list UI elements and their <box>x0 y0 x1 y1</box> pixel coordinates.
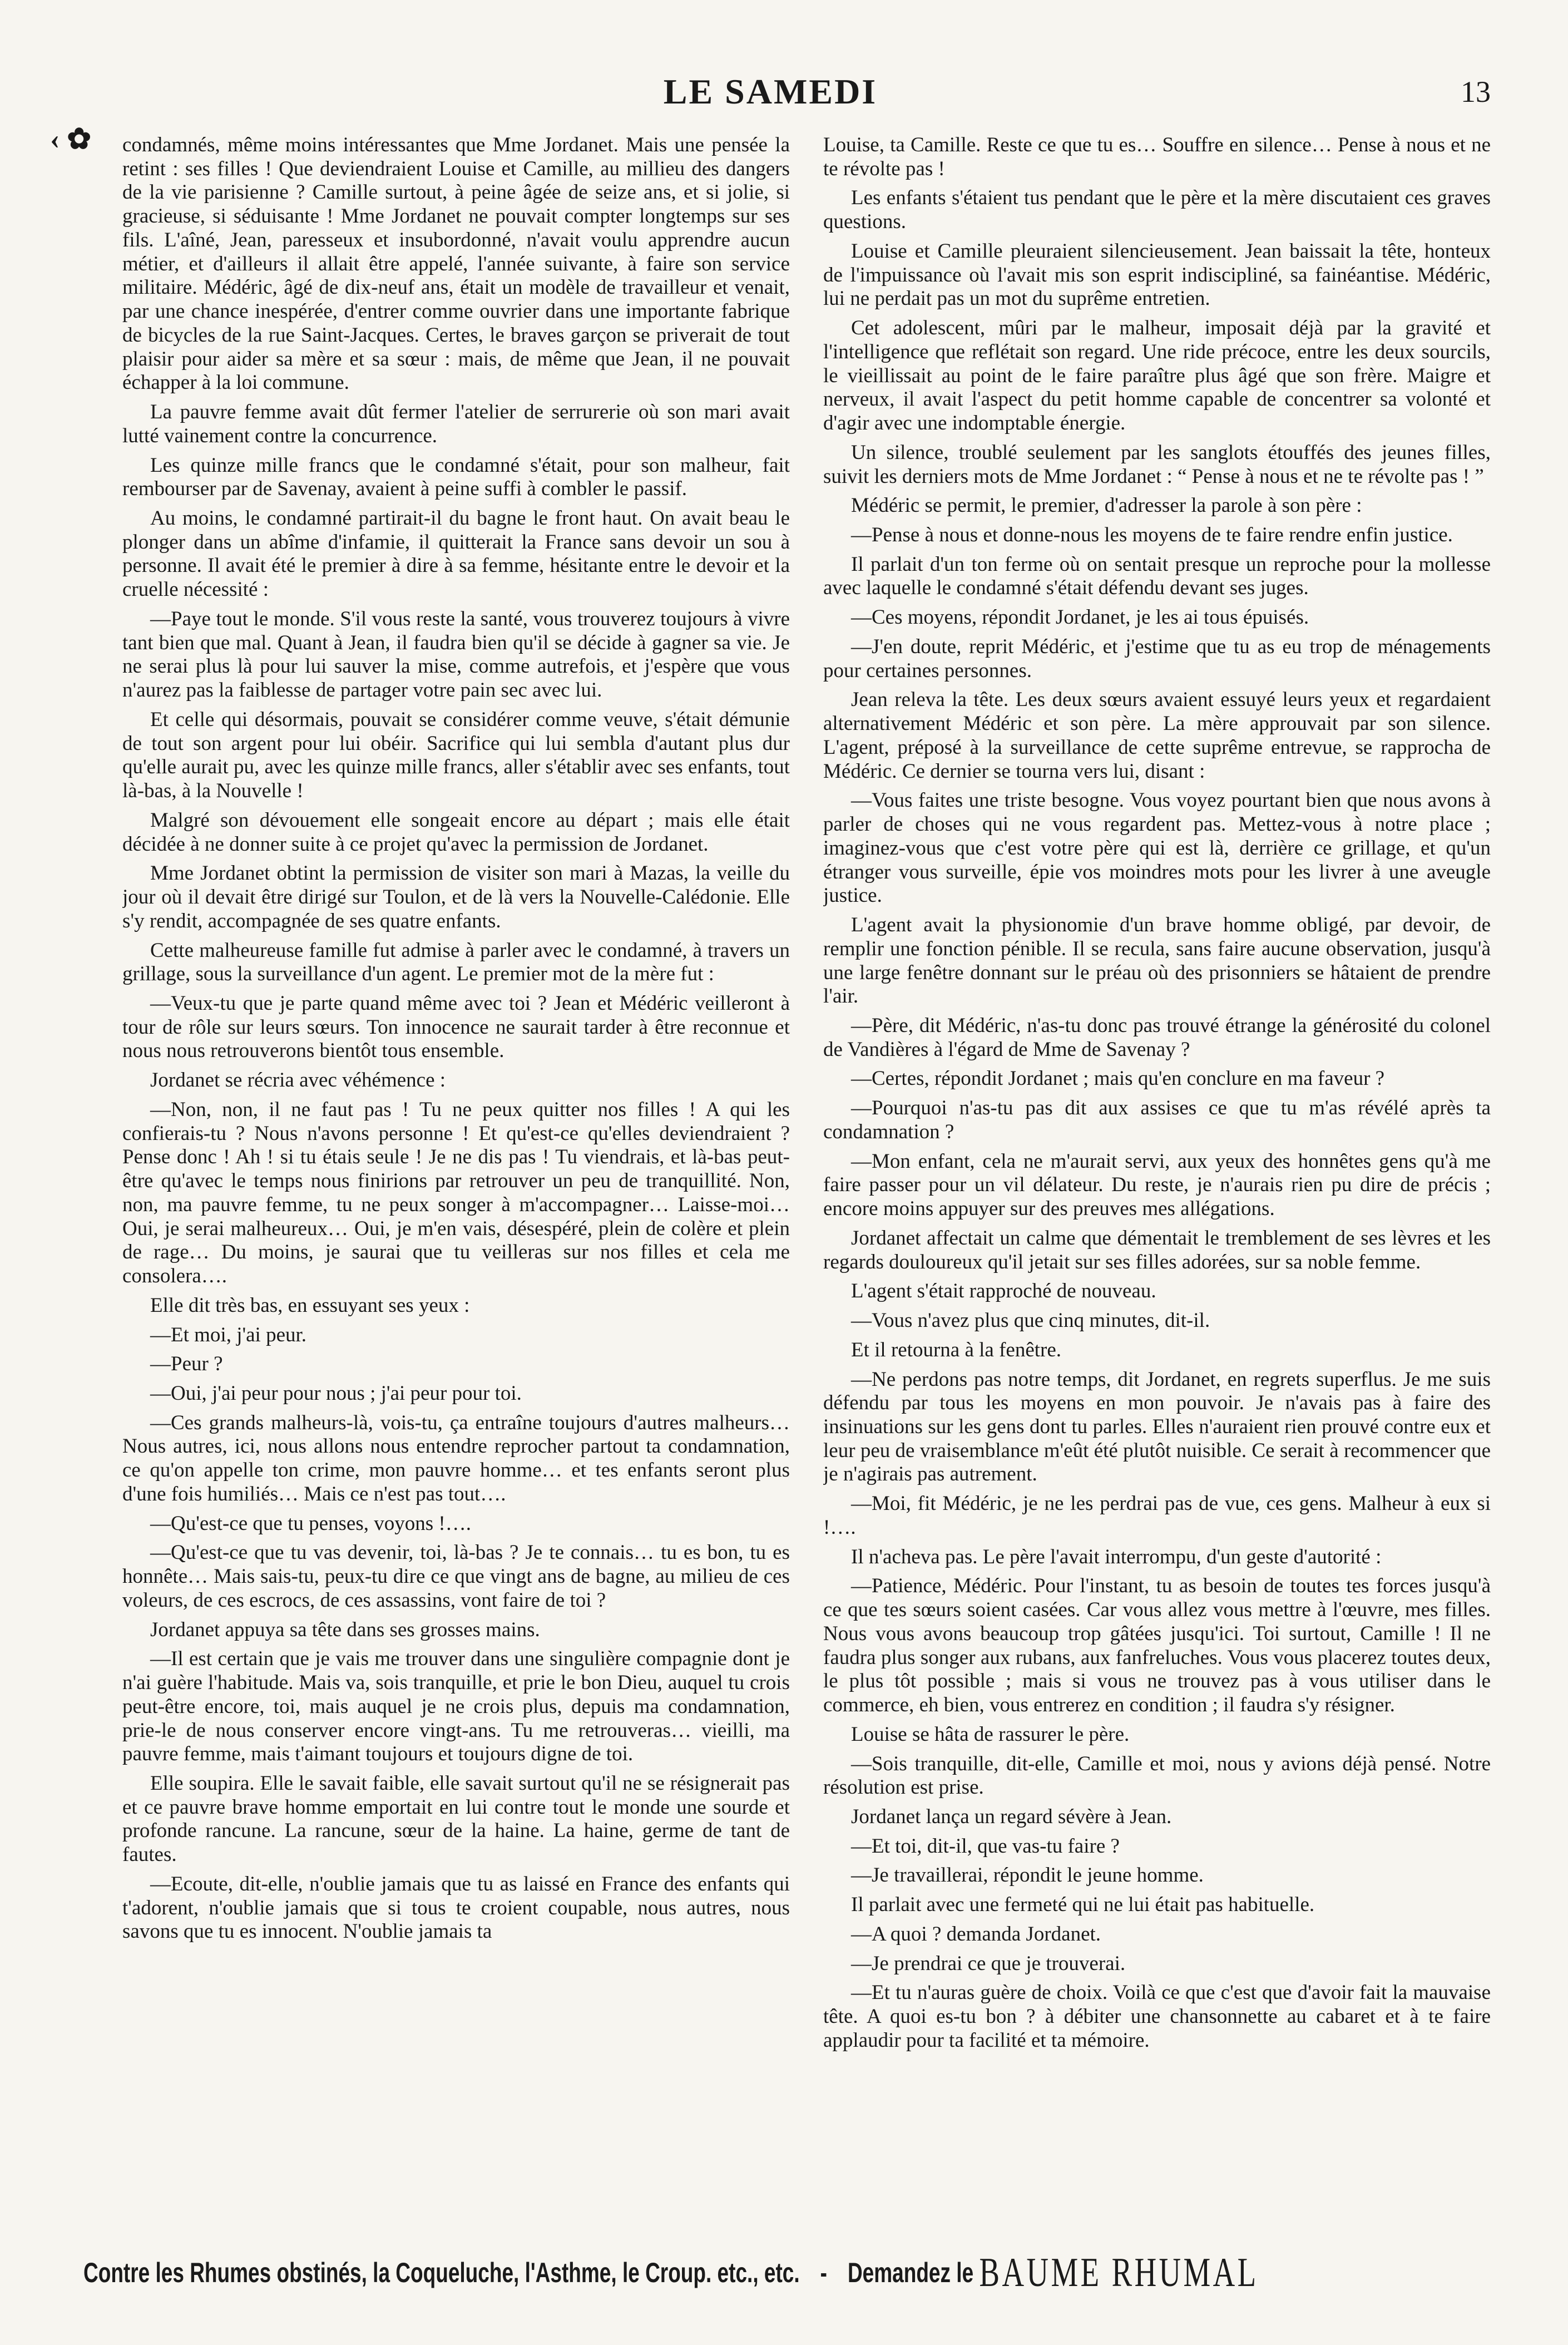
paragraph: —Qu'est-ce que tu penses, voyons !…. <box>150 1512 471 1535</box>
paragraph: Elle dit très bas, en essuyant ses yeux : <box>150 1294 470 1317</box>
paragraph: La pauvre femme avait dût fermer l'atelier de serrurerie où son mari avait lutté vainement contre la concurrence. <box>122 401 790 447</box>
ad-brand-name: BAUME RHUMAL <box>979 2249 1259 2295</box>
paragraph: —Certes, répondit Jordanet ; mais qu'en conclure en ma faveur ? <box>851 1067 1385 1090</box>
paragraph: Médéric se permit, le premier, d'adresser la parole à son père : <box>851 494 1362 517</box>
paragraph: —Et toi, dit-il, que vas-tu faire ? <box>851 1834 1120 1858</box>
paragraph: Et celle qui désormais, pouvait se considérer comme veuve, s'était démunie de tout son argent pour lui obéir. Sacrifice qui lui sembla d'autant plus dur qu'elle aurait pu, avec les quinze mille francs, aller s'établir avec ses enfants, tout là-bas, à la Nouvelle ! <box>122 708 790 803</box>
paragraph: —Je prendrai ce que je trouverai. <box>851 1952 1126 1975</box>
paragraph: —Vous n'avez plus que cinq minutes, dit-il. <box>851 1309 1210 1332</box>
paragraph: —Oui, j'ai peur pour nous ; j'ai peur pour toi. <box>150 1381 522 1405</box>
paragraph: Louise se hâta de rassurer le père. <box>851 1722 1130 1746</box>
page-number: 13 <box>1461 75 1491 108</box>
running-title: LE SAMEDI <box>663 72 878 111</box>
paragraph: L'agent avait la physionomie d'un brave homme obligé, par devoir, de remplir une fonction pénible. Il se recula, sans faire aucune observation, jusqu'à une large fenêtre donnant sur le préau où des prisonniers se hâtaient de prendre l'air. <box>823 914 1491 1008</box>
paragraph: —J'en doute, reprit Médéric, et j'estime que tu as eu trop de ménagements pour certaines personnes. <box>823 635 1491 682</box>
ad-separator: - <box>820 2257 827 2288</box>
ad-call-to-action: Demandez le <box>847 2257 974 2288</box>
paragraph: —Je travaillerai, répondit le jeune homme. <box>851 1864 1204 1887</box>
column-right <box>823 134 1491 2181</box>
paragraph: Il parlait d'un ton ferme où on sentait presque un reproche pour la mollesse avec laquelle le condamné s'était défendu devant ses juges. <box>823 552 1491 600</box>
paragraph: Les quinze mille francs que le condamné s'était, pour son malheur, fait rembourser par de Savenay, avaient à peine suffi à combler le passif. <box>122 453 790 501</box>
paragraph: L'agent s'était rapproché de nouveau. <box>851 1280 1156 1303</box>
paragraph: Louise et Camille pleuraient silencieusement. Jean baissait la tête, honteux de l'impuissance où l'avait mis son esprit indiscipliné, sa fainéantise. Médéric, lui ne perdait pas un mot du suprême entretien. <box>823 239 1491 310</box>
paragraph: —Ecoute, dit-elle, n'oublie jamais que tu as laissé en France des enfants qui t'adorent, n'oublie jamais que si tous te croient coupable, nous autres, nous savons que tu es innocent. N'oublie jamais ta <box>122 1872 790 1943</box>
paragraph: —Paye tout le monde. S'il vous reste la santé, vous trouverez toujours à vivre tant bien que mal. Quant à Jean, il faudra bien qu'il se décide à gagner sa vie. Je ne serai plus là pour lui sauver la mise, comme autrefois, et j'espère que vous n'aurez pas la faiblesse de partager votre pain sec avec lui. <box>122 607 790 702</box>
paragraph: Elle soupira. Elle le savait faible, elle savait surtout qu'il ne se résignerait pas et ce pauvre brave homme emportait en lui contre tout le monde une sourde et profonde rancune. La rancune, sœur de la haine. La haine, germe de tant de fautes. <box>122 1772 790 1867</box>
paragraph: —Et tu n'auras guère de choix. Voilà ce que c'est que d'avoir fait la mauvaise tête. A quoi es-tu bon ? à débiter une chansonnette au cabaret et à te faire applaudir pour ta facilité et ta mémoire. <box>823 1981 1491 2052</box>
ad-text: Contre les Rhumes obstinés, la Coqueluche, l'Asthme, le Croup. etc., etc. <box>83 2257 800 2288</box>
paragraph: —Père, dit Médéric, n'as-tu donc pas trouvé étrange la générosité du colonel de Vandières à l'égard de Mme de Savenay ? <box>823 1014 1491 1061</box>
paragraph: Jean releva la tête. Les deux sœurs avaient essuyé leurs yeux et regardaient alternativement Médéric et son père. La mère approuvait par son silence. L'agent, préposé à la surveillance de cette suprême entrevue, se rapprocha de Médéric. Ce dernier se tourna vers lui, disant : <box>823 688 1491 783</box>
paragraph: —A quoi ? demanda Jordanet. <box>851 1922 1101 1946</box>
paragraph: —Non, non, il ne faut pas ! Tu ne peux quitter nos filles ! A qui les confierais-tu ? Nous n'avons personne ! Et qu'est-ce qu'elles deviendraient ? Pense donc ! Ah ! si tu étais seule ! Je ne dis pas ! Tu viendrais, et là-bas peut-être qu'avec le temps nous finirions par retrouver un peu de tranquillité. Non, non, ma pauvre femme, tu ne peux songer à m'accompagner… Laisse-moi… Oui, je serai malheureux… Oui, je m'en vais, désespéré, plein de colère et plein de rage… Du moins, je saurai que tu veilleras sur nos filles et cela me consolera…. <box>122 1098 790 1288</box>
paragraph: —Vous faites une triste besogne. Vous voyez pourtant bien que nous avons à parler de choses qui ne vous regardent pas. Mettez-vous à notre place ; imaginez-vous que c'est votre père qui est là, derrière ce grillage, et qu'un étranger vous surveille, épie vos moindres mots pour les livrer à une aveugle justice. <box>823 789 1491 907</box>
paragraph: Malgré son dévouement elle songeait encore au départ ; mais elle était décidée à ne donner suite à ce projet qu'avec la permission de Jordanet. <box>122 808 790 856</box>
paragraph: —Patience, Médéric. Pour l'instant, tu as besoin de toutes tes forces jusqu'à ce que tes sœurs soient casées. Car vous allez vous mettre à l'œuvre, mes filles. Nous vous avons beaucoup trop gâtées jusqu'ici. Toi surtout, Camille ! Il ne faudra plus songer aux rubans, aux fanfreluches. Vous vous placerez toutes deux, le plus tôt possible ; mais si vous ne trouvez pas à vous utiliser dans le commerce, eh bien, vous entrerez en condition ; il faudra s'y résigner. <box>823 1574 1491 1717</box>
paragraph: —Ces moyens, répondit Jordanet, je les ai tous épuisés. <box>851 606 1309 629</box>
article-body <box>122 134 1491 2181</box>
paragraph: Un silence, troublé seulement par les sanglots étouffés des jeunes filles, suivit les derniers mots de Mme Jordanet : “ Pense à nous et ne te révolte pas ! ” <box>823 441 1491 488</box>
advertisement-banner <box>83 2242 1259 2303</box>
paragraph: Les enfants s'étaient tus pendant que le père et la mère discutaient ces graves questions. <box>823 186 1491 234</box>
paragraph: condamnés, même moins intéressantes que Mme Jordanet. Mais une pensée la retint : ses filles ! Que deviendraient Louise et Camille, au millieu des dangers de la vie parisienne ? Camille surtout, à peine âgée de seize ans, et si jolie, si gracieuse, si séduisante ! Mme Jordanet ne pouvait compter longtemps sur ses fils. L'aîné, Jean, paresseux et insubordonné, n'avait voulu apprendre aucun métier, et d'ailleurs il allait être appelé, l'année suivante, à faire son service militaire. Médéric, âgé de dix-neuf ans, était un modèle de travailleur et venait, par une chance inespérée, d'entrer comme ouvrier dans une importante fabrique de bicycles de la rue Saint-Jacques. Certes, le braves garçon se priverait de tout plaisir pour aider sa mère et sa sœur : mais, de même que Jean, il ne pouvait échapper à la loi commune. <box>122 134 790 394</box>
paragraph: Il parlait avec une fermeté qui ne lui était pas habituelle. <box>851 1893 1315 1917</box>
paragraph: —Ces grands malheurs-là, vois-tu, ça entraîne toujours d'autres malheurs… Nous autres, ici, nous allons nous entendre reprocher partout ta condamnation, ce qu'on appelle ton crime, mon pauvre homme… et tes enfants seront plus d'une fois humiliés… Mais ce n'est pas tout…. <box>122 1411 790 1505</box>
paragraph: —Pense à nous et donne-nous les moyens de te faire rendre enfin justice. <box>851 524 1453 547</box>
paragraph: —Peur ? <box>150 1352 223 1376</box>
paragraph: —Ne perdons pas notre temps, dit Jordanet, en regrets superflus. Je me suis défendu par tous les moyens en mon pouvoir. Je n'avais pas à faire des insinuations sur les gens dont tu parles. Elles n'auraient rien prouvé contre eux et leur peu de vraisemblance m'eût été plutôt nuisible. Ce serait à recommencer que je n'agirais pas autrement. <box>823 1367 1491 1486</box>
paragraph: —Pourquoi n'as-tu pas dit aux assises ce que tu m'as révélé après ta condamnation ? <box>823 1097 1491 1143</box>
paragraph: —Qu'est-ce que tu vas devenir, toi, là-bas ? Je te connais… tu es bon, tu es honnête… Mais sais-tu, peux-tu dire ce que vingt ans de bagne, au milieu de ces voleurs, de ces escrocs, de ces assassins, vont faire de toi ? <box>122 1541 790 1612</box>
paragraph: —Sois tranquille, dit-elle, Camille et moi, nous y avions déjà pensé. Notre résolution est prise. <box>823 1752 1491 1799</box>
column-left <box>122 134 790 2181</box>
paragraph: —Mon enfant, cela ne m'aurait servi, aux yeux des honnêtes gens qu'à me faire passer pour un vil délateur. Du reste, je n'aurais rien pu dire de précis ; encore moins appuyer sur des preuves mes allégations. <box>823 1149 1491 1221</box>
paragraph: Mme Jordanet obtint la permission de visiter son mari à Mazas, la veille du jour où il devait être dirigé sur Toulon, et de là vers la Nouvelle-Calédonie. Elle s'y rendit, accompagnée de ses quatre enfants. <box>122 862 790 932</box>
paragraph: Louise, ta Camille. Reste ce que tu es… Souffre en silence… Pense à nous et ne te révolte pas ! <box>823 134 1491 180</box>
paragraph: Jordanet se récria avec véhémence : <box>150 1069 446 1092</box>
page-header <box>50 67 1491 155</box>
paragraph: Cette malheureuse famille fut admise à parler avec le condamné, à travers un grillage, sous la surveillance d'un agent. Le premier mot de la mère fut : <box>122 939 790 986</box>
paragraph: Jordanet affectait un calme que démentait le tremblement de ses lèvres et les regards douloureux qu'il jetait sur ses filles adorées, sur sa noble femme. <box>823 1226 1491 1273</box>
paragraph: Cet adolescent, mûri par le malheur, imposait déjà par la gravité et l'intelligence que reflétait son regard. Une ride précoce, entre les deux sourcils, le vieillissait au point de le faire paraître plus âgé que son frère. Maigre et nerveux, il avait l'aspect du petit homme capable de concentrer sa volonté et d'agir avec une indomptable énergie. <box>823 317 1491 435</box>
paragraph: Il n'acheva pas. Le père l'avait interrompu, d'un geste d'autorité : <box>851 1545 1382 1568</box>
paragraph: Et il retourna à la fenêtre. <box>851 1338 1062 1361</box>
paragraph: Jordanet lança un regard sévère à Jean. <box>851 1805 1172 1828</box>
paragraph: —Et moi, j'ai peur. <box>150 1323 307 1346</box>
paragraph: —Moi, fit Médéric, je ne les perdrai pas de vue, ces gens. Malheur à eux si !…. <box>823 1492 1491 1539</box>
paragraph: Jordanet appuya sa tête dans ses grosses mains. <box>150 1618 540 1641</box>
paragraph: —Veux-tu que je parte quand même avec toi ? Jean et Médéric veilleront à tour de rôle sur leurs sœurs. Ton innocence ne saurait tarder à être reconnue et nous nous retrouverons bientôt tous ensemble. <box>122 991 790 1063</box>
paragraph: Au moins, le condamné partirait-il du bagne le front haut. On avait beau le plonger dans un abîme d'infamie, il quitterait la France sans devoir un sou à personne. Il avait été le premier à dire à sa femme, hésitante entre le devoir et la cruelle nécessité : <box>122 507 790 601</box>
ornament-mark: ‹ ✿ <box>50 124 91 155</box>
paragraph: —Il est certain que je vais me trouver dans une singulière compagnie dont je n'ai guère l'habitude. Mais va, sois tranquille, et prie le bon Dieu, auquel tu crois peut-être encore, toi, mais auquel je ne crois plus, depuis ma condamnation, prie-le de nous conserver encore vingt-ans. Tu me retrouveras… vieilli, ma pauvre femme, mais t'aimant toujours et toujours digne de toi. <box>122 1647 790 1766</box>
